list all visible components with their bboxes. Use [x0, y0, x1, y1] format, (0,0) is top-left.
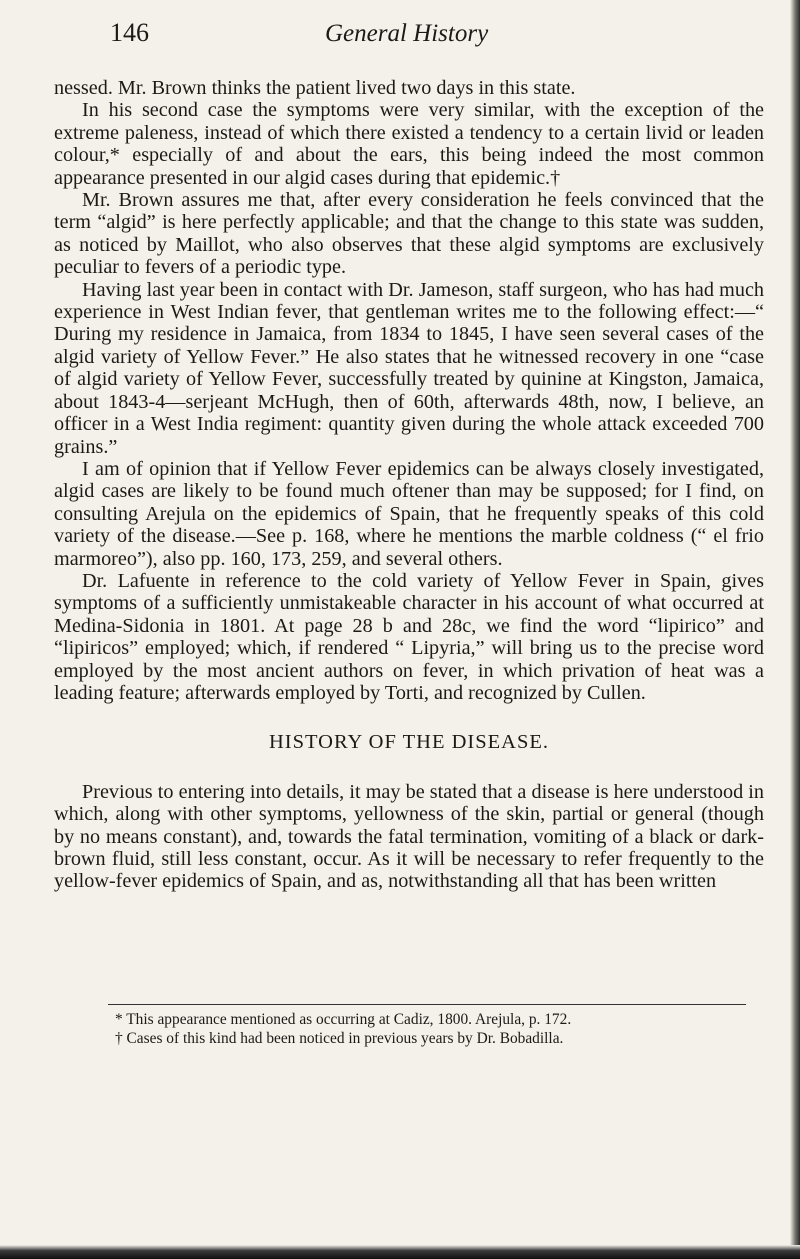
section-heading: HISTORY OF THE DISEASE.: [268, 731, 550, 754]
footnote-divider: [108, 1004, 746, 1005]
paragraph: Previous to entering into details, it may be stated that a disease is here understood in which, along with other symptoms, yellowness of the skin, partial or general (though by no means constant), and, towards the fatal termination, vomiting of a black or dark-brown fluid, still less constant, occur. As it will be necessary to refer frequently to the yellow-fever epidemics of Spain, and as, notwithstanding all that has been written: [54, 780, 764, 893]
footnote: † Cases of this kind had been noticed in previous years by Dr. Bobadilla.: [115, 1030, 564, 1047]
paragraph: In his second case the symptoms were very similar, with the exception of the extreme paleness, instead of which there existed a tendency to a certain livid or leaden colour,* especially of and about the ears, this being indeed the most common appearance presented in our algid cases during that epidemic.†: [54, 99, 764, 189]
paragraph: Dr. Lafuente in reference to the cold variety of Yellow Fever in Spain, gives symptoms of a sufficiently unmistakeable character in his account of what occurred at Medina-Sidonia in 1801. At page 28 b and 28c, we find the word “lipirico” and “lipiricos” employed; which, if rendered “ Lipyria,” will bring us to the precise word employed by the most ancient authors on fever, in which privation of heat was a leading feature; afterwards employed by Torti, and recognized by Cullen.: [54, 569, 764, 704]
page-number: 146: [110, 18, 149, 47]
footnote: * This appearance mentioned as occurring at Cadiz, 1800. Arejula, p. 172.: [115, 1011, 572, 1028]
paragraph: nessed. Mr. Brown thinks the patient lived two days in this state.: [54, 77, 576, 99]
body-text: [54, 77, 764, 893]
paragraph: Mr. Brown assures me that, after every consideration he feels convinced that the term “algid” is here perfectly applicable; and that the change to this state was sudden, as noticed by Maillot, who also observes that these algid symptoms are exclusively peculiar to fevers of a periodic type.: [54, 189, 764, 279]
paragraph: I am of opinion that if Yellow Fever epidemics can be always closely investigated, algid cases are likely to be found much oftener than may be supposed; for I find, on consulting Arejula on the epidemics of Spain, that he frequently speaks of this cold variety of the disease.—See p. 168, where he mentions the marble coldness (“ el frio marmoreo”), also pp. 160, 173, 259, and several others.: [54, 457, 764, 570]
running-head: General History: [325, 20, 489, 47]
page-bottom-edge: [0, 1245, 800, 1259]
paragraph: Having last year been in contact with Dr. Jameson, staff surgeon, who has had much experience in West Indian fever, that gentleman writes me to the following effect:—“ During my residence in Jamaica, from 1834 to 1845, I have seen several cases of the algid variety of Yellow Fever.” He also states that he witnessed recovery in one “case of algid variety of Yellow Fever, successfully treated by quinine at Kingston, Jamaica, about 1843-4—serjeant McHugh, then of 60th, afterwards 48th, now, I believe, an officer in a West India regiment: quantity given during the whole attack exceeded 700 grains.”: [54, 278, 764, 458]
page-header: [110, 14, 790, 58]
book-spine-shadow: [790, 0, 800, 1259]
footnotes: [55, 1010, 765, 1048]
